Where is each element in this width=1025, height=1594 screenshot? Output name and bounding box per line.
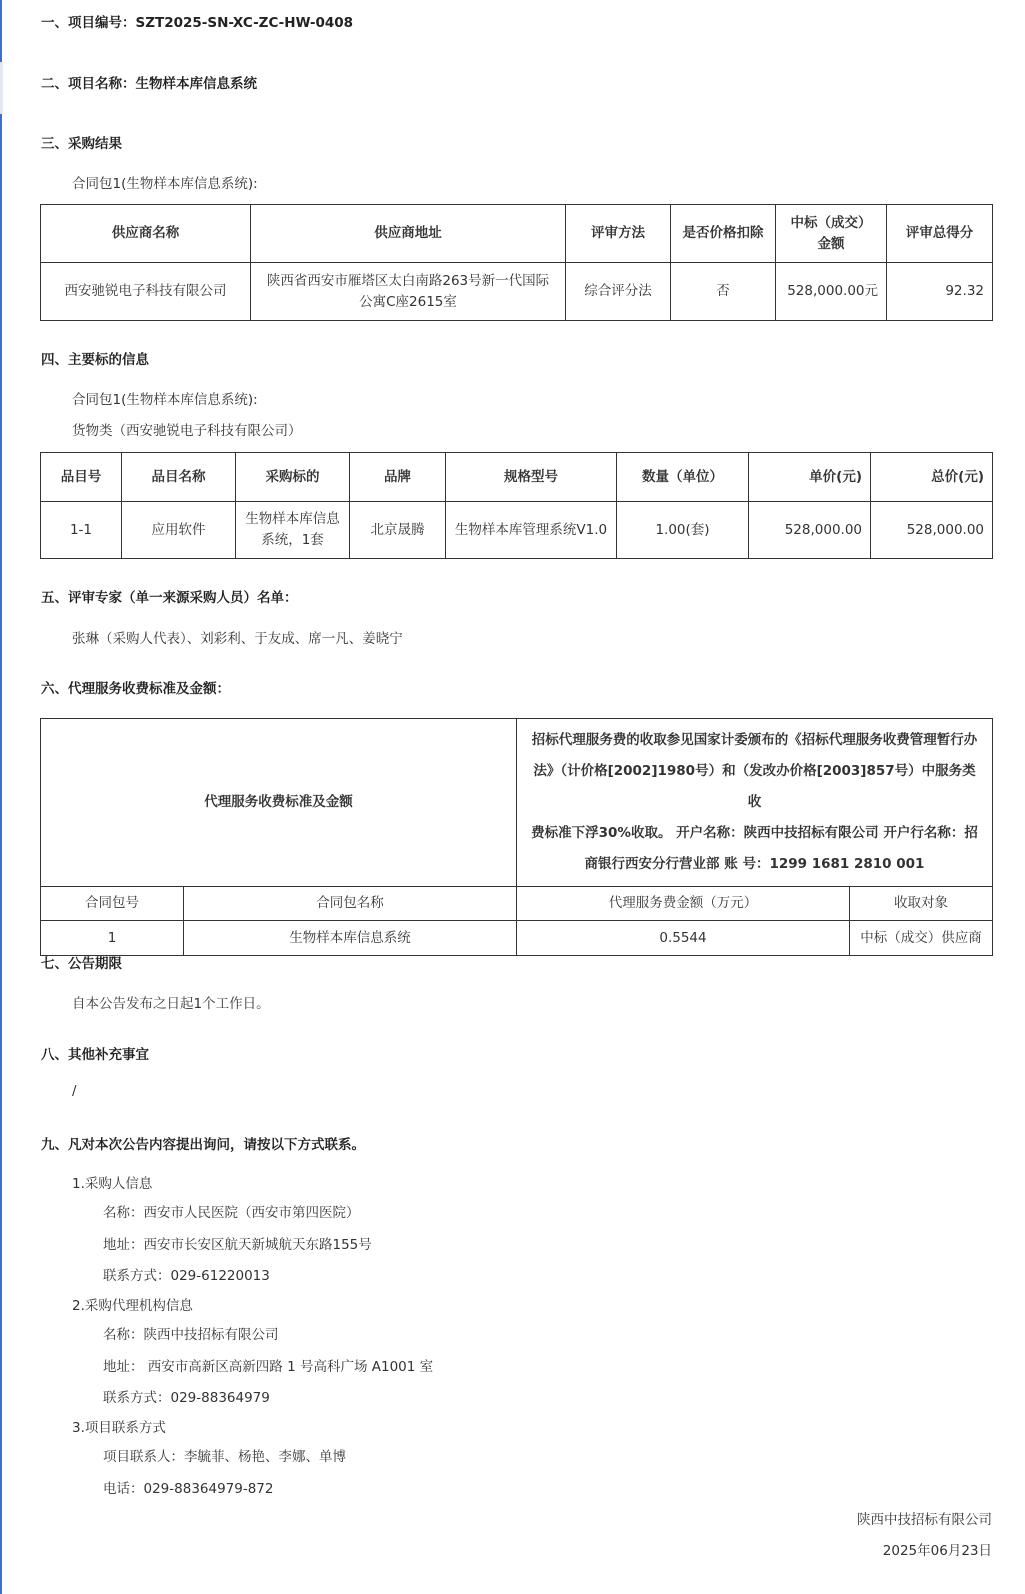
project-contact-heading: 3.项目联系方式	[72, 1420, 166, 1436]
package-label-2: 合同包1(生物样本库信息系统):	[72, 392, 258, 408]
footer-company: 陕西中技招标有限公司	[857, 1512, 992, 1528]
th-total-price: 总价(元)	[871, 453, 993, 502]
table-header-row	[41, 453, 993, 502]
fee-desc-line2: 法》（计价格[2002]1980号）和（发改办价格[2003]857号）中服务类收	[533, 763, 976, 810]
cell-review-method: 综合评分法	[566, 263, 671, 321]
result-table	[40, 204, 993, 321]
section-other-matters: 八、其他补充事宜	[41, 1047, 149, 1063]
cell-procurement-object	[236, 502, 350, 559]
agency-contact: 联系方式：029-88364979	[103, 1390, 270, 1406]
buyer-contact: 联系方式：029-61220013	[103, 1268, 270, 1284]
other-matters-text: /	[72, 1083, 77, 1099]
project-contact-phone: 电话：029-88364979-872	[103, 1481, 274, 1497]
th-unit-price: 单价(元)	[749, 453, 871, 502]
buyer-name: 名称：西安市人民医院（西安市第四医院）	[103, 1205, 360, 1221]
th-item-name: 品目名称	[122, 453, 236, 502]
left-accent-mark	[0, 62, 3, 114]
th-fee-amount: 代理服务费金额（万元）	[517, 887, 850, 921]
cell-package-name: 生物样本库信息系统	[184, 921, 517, 956]
table-header-row	[41, 887, 993, 921]
table-row	[41, 263, 993, 321]
items-table	[40, 452, 993, 559]
fee-desc-line3: 费标准下浮30%收取。 开户名称：陕西中技招标有限公司 开户行名称：招	[531, 825, 978, 841]
object-line1: 生物样本库信息	[245, 511, 340, 527]
cell-fee-amount: 0.5544	[517, 921, 850, 956]
th-package-name: 合同包名称	[184, 887, 517, 921]
cell-brand: 北京晟腾	[350, 502, 446, 559]
section-main-items: 四、主要标的信息	[41, 352, 149, 368]
th-supplier-name: 供应商名称	[41, 205, 251, 263]
cell-total-price: 528,000.00	[871, 502, 993, 559]
cell-supplier-address	[251, 263, 566, 321]
fee-standard-description	[517, 719, 993, 887]
section-project-name: 二、项目名称：生物样本库信息系统	[41, 76, 257, 92]
table-row	[41, 502, 993, 559]
th-brand: 品牌	[350, 453, 446, 502]
fee-desc-line4: 商银行西安分行营业部 账 号：1299 1681 2810 001	[584, 856, 925, 872]
agency-heading: 2.采购代理机构信息	[72, 1298, 193, 1314]
cell-model: 生物样本库管理系统V1.0	[446, 502, 617, 559]
package-label: 合同包1(生物样本库信息系统):	[72, 176, 258, 192]
object-line2: 系统，1套	[261, 532, 324, 548]
address-line2: 公寓C座2615室	[359, 293, 457, 310]
fee-standard-label: 代理服务收费标准及金额	[41, 719, 517, 887]
section-announcement-period: 七、公告期限	[41, 956, 122, 972]
fee-table	[40, 718, 993, 956]
left-accent-bar	[0, 0, 2, 1594]
category-label: 货物类（西安驰锐电子科技有限公司）	[72, 423, 302, 439]
th-supplier-address: 供应商地址	[251, 205, 566, 263]
section-contact: 九、凡对本次公告内容提出询问，请按以下方式联系。	[41, 1137, 365, 1153]
address-line1: 陕西省西安市雁塔区太白南路263号新一代国际	[266, 272, 550, 289]
th-total-score: 评审总得分	[887, 205, 993, 263]
th-item-number: 品目号	[41, 453, 122, 502]
footer-date: 2025年06月23日	[882, 1543, 992, 1559]
section-experts: 五、评审专家（单一来源采购人员）名单：	[41, 590, 298, 606]
cell-charge-target: 中标（成交）供应商	[850, 921, 993, 956]
section-procurement-result: 三、采购结果	[41, 136, 122, 152]
table-row	[41, 921, 993, 956]
th-bid-amount-line2: 金额	[817, 235, 845, 252]
cell-supplier-name: 西安驰锐电子科技有限公司	[41, 263, 251, 321]
project-contact-person: 项目联系人：李毓菲、杨艳、李娜、单博	[103, 1449, 346, 1465]
cell-price-deduction: 否	[671, 263, 776, 321]
announcement-period-text: 自本公告发布之日起1个工作日。	[72, 996, 270, 1012]
th-review-method: 评审方法	[566, 205, 671, 263]
buyer-address: 地址：西安市长安区航天新城航天东路155号	[103, 1237, 372, 1253]
th-package-number: 合同包号	[41, 887, 184, 921]
th-quantity: 数量（单位）	[617, 453, 749, 502]
th-procurement-object: 采购标的	[236, 453, 350, 502]
th-bid-amount	[776, 205, 887, 263]
fee-standard-row	[41, 719, 993, 887]
fee-desc-line1: 招标代理服务费的收取参见国家计委颁布的《招标代理服务收费管理暂行办	[531, 732, 978, 748]
section-project-number: 一、项目编号：SZT2025-SN-XC-ZC-HW-0408	[41, 15, 354, 31]
th-charge-target: 收取对象	[850, 887, 993, 921]
cell-package-number: 1	[41, 921, 184, 956]
cell-bid-amount: 528,000.00元	[776, 263, 887, 321]
agency-name: 名称：陕西中技招标有限公司	[103, 1327, 279, 1343]
buyer-heading: 1.采购人信息	[72, 1176, 153, 1192]
cell-item-number: 1-1	[41, 502, 122, 559]
th-bid-amount-line1: 中标（成交）	[790, 214, 872, 231]
cell-item-name: 应用软件	[122, 502, 236, 559]
th-price-deduction: 是否价格扣除	[671, 205, 776, 263]
cell-total-score: 92.32	[887, 263, 993, 321]
table-header-row	[41, 205, 993, 263]
cell-unit-price: 528,000.00	[749, 502, 871, 559]
section-agency-fee: 六、代理服务收费标准及金额：	[41, 681, 230, 697]
experts-list: 张琳（采购人代表）、刘彩利、于友成、席一凡、姜晓宁	[72, 631, 403, 647]
th-model: 规格型号	[446, 453, 617, 502]
agency-address: 地址： 西安市高新区高新四路 1 号高科广场 A1001 室	[103, 1359, 434, 1375]
cell-quantity: 1.00(套)	[617, 502, 749, 559]
